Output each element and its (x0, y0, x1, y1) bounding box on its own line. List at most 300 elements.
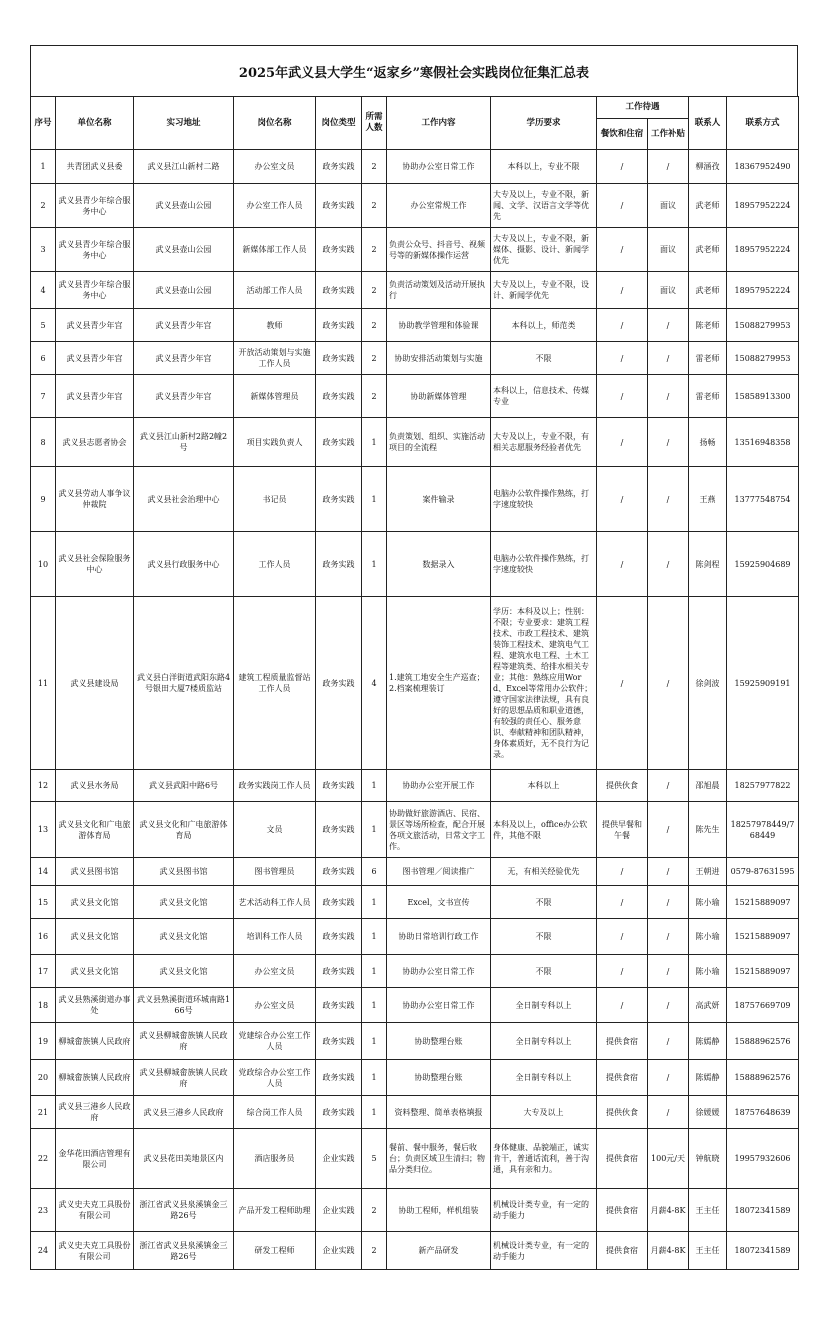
cell-content: 图书管理／阅读推广 (387, 858, 491, 886)
cell-phone: 15858913300 (727, 375, 799, 418)
cell-subsidy: 月薪4-8K (648, 1189, 689, 1232)
cell-unit: 共青团武义县委 (56, 150, 134, 184)
cell-type: 企业实践 (316, 1232, 362, 1270)
cell-count: 2 (362, 342, 387, 375)
cell-contact: 陈小瑜 (689, 919, 727, 955)
cell-seq: 5 (31, 309, 56, 342)
cell-contact: 钟航晓 (689, 1129, 727, 1189)
cell-position: 综合岗工作人员 (234, 1096, 316, 1129)
cell-food: 提供食宿 (597, 1060, 648, 1096)
cell-education: 大专及以上，专业不限，设计、新闻学优先 (491, 272, 597, 309)
table-row (31, 150, 799, 184)
header-seq: 序号 (31, 97, 56, 150)
cell-education: 大专及以上，专业不限，有相关志愿服务经验者优先 (491, 418, 597, 467)
table-row (31, 1129, 799, 1189)
cell-address: 武义县柳城畲族镇人民政府 (134, 1023, 234, 1060)
cell-position: 办公室文员 (234, 988, 316, 1023)
cell-contact: 王朝进 (689, 858, 727, 886)
cell-unit: 武义县志愿者协会 (56, 418, 134, 467)
cell-contact: 柳涵孜 (689, 150, 727, 184)
cell-phone: 18072341589 (727, 1189, 799, 1232)
positions-table (30, 96, 799, 1270)
cell-count: 2 (362, 1232, 387, 1270)
cell-count: 1 (362, 418, 387, 467)
cell-food: / (597, 919, 648, 955)
cell-address: 武义县社会治理中心 (134, 467, 234, 532)
cell-subsidy: / (648, 858, 689, 886)
cell-count: 1 (362, 467, 387, 532)
cell-count: 1 (362, 802, 387, 858)
cell-education: 不限 (491, 919, 597, 955)
cell-seq: 22 (31, 1129, 56, 1189)
table-row (31, 886, 799, 919)
cell-seq: 10 (31, 532, 56, 597)
cell-seq: 8 (31, 418, 56, 467)
cell-seq: 12 (31, 770, 56, 802)
cell-food: / (597, 532, 648, 597)
cell-phone: 15925904689 (727, 532, 799, 597)
table-row (31, 988, 799, 1023)
cell-count: 4 (362, 597, 387, 770)
cell-content: 案件输录 (387, 467, 491, 532)
table-row (31, 1096, 799, 1129)
cell-count: 1 (362, 1096, 387, 1129)
cell-food: / (597, 858, 648, 886)
cell-type: 政务实践 (316, 988, 362, 1023)
table-row (31, 597, 799, 770)
cell-seq: 7 (31, 375, 56, 418)
cell-subsidy: / (648, 955, 689, 988)
cell-content: 协助安排活动策划与实施 (387, 342, 491, 375)
header-treatment: 工作待遇 (597, 97, 689, 119)
cell-type: 政务实践 (316, 1096, 362, 1129)
cell-subsidy: 100元/天 (648, 1129, 689, 1189)
cell-subsidy: / (648, 467, 689, 532)
table-row (31, 342, 799, 375)
cell-content: 协助办公室日常工作 (387, 150, 491, 184)
cell-count: 2 (362, 309, 387, 342)
cell-education: 全日制专科以上 (491, 1023, 597, 1060)
cell-phone: 18757669709 (727, 988, 799, 1023)
cell-education: 机械设计类专业，有一定的动手能力 (491, 1232, 597, 1270)
cell-phone: 15088279953 (727, 342, 799, 375)
cell-subsidy: / (648, 988, 689, 1023)
cell-type: 政务实践 (316, 770, 362, 802)
cell-food: 提供食宿 (597, 1189, 648, 1232)
cell-address: 武义县青少年宫 (134, 342, 234, 375)
cell-food: / (597, 886, 648, 919)
cell-count: 1 (362, 919, 387, 955)
cell-seq: 16 (31, 919, 56, 955)
cell-education: 本科以上，信息技术、传媒专业 (491, 375, 597, 418)
table-row (31, 467, 799, 532)
cell-subsidy: / (648, 1060, 689, 1096)
cell-content: 餐前、餐中服务，餐后收台；负责区域卫生清扫；物品分类归位。 (387, 1129, 491, 1189)
cell-position: 书记员 (234, 467, 316, 532)
header-education: 学历要求 (491, 97, 597, 150)
cell-position: 党政综合办公室工作人员 (234, 1060, 316, 1096)
cell-seq: 6 (31, 342, 56, 375)
cell-phone: 18957952224 (727, 272, 799, 309)
cell-count: 2 (362, 184, 387, 228)
cell-phone: 13777548754 (727, 467, 799, 532)
cell-unit: 武义县文化馆 (56, 886, 134, 919)
cell-contact: 徐剑波 (689, 597, 727, 770)
cell-education: 电脑办公软件操作熟练，打字速度较快 (491, 532, 597, 597)
cell-food: 提供早餐和午餐 (597, 802, 648, 858)
cell-position: 办公室文员 (234, 150, 316, 184)
cell-contact: 陈小瑜 (689, 955, 727, 988)
cell-education: 身体健康、品貌端正，诚实肯干，普通话流利，善于沟通，具有亲和力。 (491, 1129, 597, 1189)
cell-seq: 14 (31, 858, 56, 886)
cell-education: 全日制专科以上 (491, 1060, 597, 1096)
cell-education: 大专及以上，专业不限，新媒体、摄影、设计、新闻学优先 (491, 228, 597, 272)
cell-food: / (597, 184, 648, 228)
cell-phone: 13516948358 (727, 418, 799, 467)
cell-address: 武义县文化馆 (134, 955, 234, 988)
cell-phone: 15215889097 (727, 955, 799, 988)
cell-position: 建筑工程质量监督站工作人员 (234, 597, 316, 770)
cell-phone: 15215889097 (727, 919, 799, 955)
header-unit: 单位名称 (56, 97, 134, 150)
cell-content: 协助工程师，样机组装 (387, 1189, 491, 1232)
cell-type: 政务实践 (316, 272, 362, 309)
cell-content: 协助新媒体管理 (387, 375, 491, 418)
cell-subsidy: / (648, 418, 689, 467)
cell-unit: 武义县青少年宫 (56, 375, 134, 418)
cell-food: / (597, 375, 648, 418)
cell-unit: 柳城畲族镇人民政府 (56, 1023, 134, 1060)
cell-type: 政务实践 (316, 802, 362, 858)
cell-address: 武义县壶山公园 (134, 228, 234, 272)
cell-unit: 武义县青少年综合服务中心 (56, 184, 134, 228)
cell-food: / (597, 228, 648, 272)
cell-subsidy: / (648, 150, 689, 184)
cell-contact: 王主任 (689, 1232, 727, 1270)
cell-education: 不限 (491, 886, 597, 919)
cell-address: 武义县江山新村2路2幢2号 (134, 418, 234, 467)
cell-education: 无，有相关经验优先 (491, 858, 597, 886)
header-phone: 联系方式 (727, 97, 799, 150)
cell-education: 本科及以上，office办公软件，其他不限 (491, 802, 597, 858)
cell-subsidy: / (648, 802, 689, 858)
cell-phone: 15925909191 (727, 597, 799, 770)
cell-position: 酒店服务员 (234, 1129, 316, 1189)
cell-address: 武义县白洋街道武阳东路4号银田大厦7楼质监站 (134, 597, 234, 770)
cell-address: 武义县江山新村二路 (134, 150, 234, 184)
cell-count: 1 (362, 886, 387, 919)
cell-phone: 18957952224 (727, 184, 799, 228)
cell-phone: 15088279953 (727, 309, 799, 342)
summary-sheet (30, 45, 798, 1270)
cell-contact: 武老师 (689, 184, 727, 228)
cell-subsidy: / (648, 1096, 689, 1129)
header-subsidy: 工作补贴 (648, 119, 689, 150)
cell-address: 武义县文化馆 (134, 919, 234, 955)
cell-education: 本科以上，专业不限 (491, 150, 597, 184)
header-content: 工作内容 (387, 97, 491, 150)
cell-count: 2 (362, 272, 387, 309)
cell-education: 本科以上 (491, 770, 597, 802)
cell-type: 企业实践 (316, 1189, 362, 1232)
cell-seq: 18 (31, 988, 56, 1023)
cell-unit: 武义县建设局 (56, 597, 134, 770)
cell-unit: 武义县文化和广电旅游体育局 (56, 802, 134, 858)
cell-unit: 武义史夫克工具股份有限公司 (56, 1232, 134, 1270)
cell-address: 武义县花田美地景区内 (134, 1129, 234, 1189)
cell-type: 政务实践 (316, 467, 362, 532)
cell-content: 新产品研发 (387, 1232, 491, 1270)
cell-unit: 武义县青少年宫 (56, 309, 134, 342)
table-row (31, 1189, 799, 1232)
cell-contact: 徐媛媛 (689, 1096, 727, 1129)
cell-type: 政务实践 (316, 184, 362, 228)
table-row (31, 228, 799, 272)
header-contact: 联系人 (689, 97, 727, 150)
cell-position: 办公室工作人员 (234, 184, 316, 228)
cell-food: / (597, 418, 648, 467)
cell-content: 协助办公室开展工作 (387, 770, 491, 802)
cell-contact: 陈小瑜 (689, 886, 727, 919)
cell-count: 2 (362, 1189, 387, 1232)
cell-position: 文员 (234, 802, 316, 858)
cell-position: 活动部工作人员 (234, 272, 316, 309)
cell-type: 政务实践 (316, 150, 362, 184)
cell-count: 1 (362, 770, 387, 802)
table-row (31, 858, 799, 886)
cell-food: / (597, 309, 648, 342)
cell-address: 武义县柳城畲族镇人民政府 (134, 1060, 234, 1096)
document-title: 2025年武义县大学生“返家乡”寒假社会实践岗位征集汇总表 (30, 45, 798, 96)
cell-type: 政务实践 (316, 919, 362, 955)
cell-address: 武义县文化馆 (134, 886, 234, 919)
cell-seq: 17 (31, 955, 56, 988)
cell-unit: 武义县青少年综合服务中心 (56, 228, 134, 272)
cell-unit: 武义史夫克工具股份有限公司 (56, 1189, 134, 1232)
cell-phone: 18072341589 (727, 1232, 799, 1270)
table-row (31, 770, 799, 802)
cell-position: 开放活动策划与实施工作人员 (234, 342, 316, 375)
cell-seq: 11 (31, 597, 56, 770)
cell-subsidy: / (648, 532, 689, 597)
cell-content: 数据录入 (387, 532, 491, 597)
cell-phone: 18257978449/768449 (727, 802, 799, 858)
cell-food: 提供食宿 (597, 1232, 648, 1270)
cell-count: 5 (362, 1129, 387, 1189)
cell-subsidy: / (648, 770, 689, 802)
cell-subsidy: / (648, 375, 689, 418)
cell-count: 1 (362, 988, 387, 1023)
table-row (31, 1232, 799, 1270)
cell-seq: 19 (31, 1023, 56, 1060)
cell-count: 2 (362, 375, 387, 418)
cell-phone: 0579-87631595 (727, 858, 799, 886)
table-row (31, 1023, 799, 1060)
cell-seq: 23 (31, 1189, 56, 1232)
cell-food: 提供食宿 (597, 1023, 648, 1060)
cell-subsidy: / (648, 597, 689, 770)
cell-unit: 武义县水务局 (56, 770, 134, 802)
cell-position: 培训科工作人员 (234, 919, 316, 955)
cell-unit: 武义县社会保险服务中心 (56, 532, 134, 597)
cell-subsidy: 面议 (648, 228, 689, 272)
table-row (31, 919, 799, 955)
cell-position: 政务实践岗工作人员 (234, 770, 316, 802)
cell-count: 1 (362, 955, 387, 988)
table-row (31, 532, 799, 597)
cell-type: 政务实践 (316, 597, 362, 770)
cell-food: 提供伙食 (597, 1096, 648, 1129)
table-row (31, 802, 799, 858)
cell-content: 协助日常培训行政工作 (387, 919, 491, 955)
cell-type: 政务实践 (316, 858, 362, 886)
cell-food: / (597, 342, 648, 375)
cell-contact: 陈先生 (689, 802, 727, 858)
cell-address: 浙江省武义县泉溪镇金三路26号 (134, 1232, 234, 1270)
cell-food: / (597, 150, 648, 184)
cell-position: 研发工程师 (234, 1232, 316, 1270)
cell-subsidy: / (648, 919, 689, 955)
cell-unit: 武义县熟溪街道办事处 (56, 988, 134, 1023)
table-row (31, 1060, 799, 1096)
cell-address: 武义县熟溪街道环城南路166号 (134, 988, 234, 1023)
table-row (31, 418, 799, 467)
cell-unit: 武义县三港乡人民政府 (56, 1096, 134, 1129)
cell-content: 办公室常规工作 (387, 184, 491, 228)
cell-phone: 15888962576 (727, 1060, 799, 1096)
cell-content: 协助做好旅游酒店、民宿、景区等场所检查，配合开展各项文旅活动，日常文字工作。 (387, 802, 491, 858)
cell-education: 学历：本科及以上；性别：不限；专业要求：建筑工程技术、市政工程技术、建筑装饰工程技术、建筑电气工程、建筑水电工程、土木工程等建筑类、给排水相关专业；其他：熟练应用Word、Excel等常用办公软件；遵守国家法律法规，具有良好的思想品质和职业道德，有较强的责任心、服务意识、奉献精神和团队精神，身体素质好，无不良行为记录。 (491, 597, 597, 770)
cell-seq: 4 (31, 272, 56, 309)
cell-subsidy: / (648, 342, 689, 375)
cell-address: 武义县青少年宫 (134, 375, 234, 418)
cell-seq: 3 (31, 228, 56, 272)
cell-phone: 19957932606 (727, 1129, 799, 1189)
cell-content: 负责策划、组织、实施活动项目的全流程 (387, 418, 491, 467)
cell-food: 提供伙食 (597, 770, 648, 802)
cell-education: 电脑办公软件操作熟练，打字速度较快 (491, 467, 597, 532)
cell-type: 政务实践 (316, 309, 362, 342)
cell-education: 大专及以上 (491, 1096, 597, 1129)
cell-count: 1 (362, 1023, 387, 1060)
cell-education: 全日制专科以上 (491, 988, 597, 1023)
cell-phone: 18257977822 (727, 770, 799, 802)
cell-content: 1.建筑工地安全生产巡查；2.档案梳理装订 (387, 597, 491, 770)
cell-position: 新媒体部工作人员 (234, 228, 316, 272)
header-count: 所需人数 (362, 97, 387, 150)
header-address: 实习地址 (134, 97, 234, 150)
cell-education: 不限 (491, 955, 597, 988)
cell-seq: 20 (31, 1060, 56, 1096)
cell-food: / (597, 955, 648, 988)
cell-seq: 15 (31, 886, 56, 919)
cell-contact: 陈老师 (689, 309, 727, 342)
cell-position: 办公室文员 (234, 955, 316, 988)
cell-education: 本科以上，师范类 (491, 309, 597, 342)
cell-unit: 武义县图书馆 (56, 858, 134, 886)
cell-count: 2 (362, 228, 387, 272)
cell-position: 党建综合办公室工作人员 (234, 1023, 316, 1060)
cell-subsidy: / (648, 886, 689, 919)
cell-count: 6 (362, 858, 387, 886)
cell-type: 政务实践 (316, 375, 362, 418)
cell-subsidy: / (648, 309, 689, 342)
cell-food: 提供食宿 (597, 1129, 648, 1189)
cell-food: / (597, 988, 648, 1023)
header-position: 岗位名称 (234, 97, 316, 150)
cell-content: 协助办公室日常工作 (387, 955, 491, 988)
cell-contact: 陈嫣静 (689, 1023, 727, 1060)
cell-contact: 雷老师 (689, 375, 727, 418)
cell-type: 企业实践 (316, 1129, 362, 1189)
cell-unit: 柳城畲族镇人民政府 (56, 1060, 134, 1096)
cell-address: 武义县壶山公园 (134, 184, 234, 228)
cell-contact: 武老师 (689, 272, 727, 309)
cell-seq: 13 (31, 802, 56, 858)
cell-count: 2 (362, 150, 387, 184)
cell-address: 武义县图书馆 (134, 858, 234, 886)
cell-seq: 9 (31, 467, 56, 532)
cell-type: 政务实践 (316, 418, 362, 467)
cell-unit: 武义县文化馆 (56, 955, 134, 988)
cell-phone: 18367952490 (727, 150, 799, 184)
cell-content: 负责活动策划及活动开展执行 (387, 272, 491, 309)
cell-position: 工作人员 (234, 532, 316, 597)
cell-contact: 王主任 (689, 1189, 727, 1232)
cell-contact: 雷老师 (689, 342, 727, 375)
cell-food: / (597, 597, 648, 770)
cell-type: 政务实践 (316, 228, 362, 272)
cell-position: 图书管理员 (234, 858, 316, 886)
cell-subsidy: 月薪4-8K (648, 1232, 689, 1270)
cell-unit: 武义县劳动人事争议仲裁院 (56, 467, 134, 532)
cell-type: 政务实践 (316, 532, 362, 597)
cell-type: 政务实践 (316, 342, 362, 375)
table-row (31, 375, 799, 418)
table-row (31, 272, 799, 309)
cell-content: 协助整理台账 (387, 1060, 491, 1096)
cell-subsidy: 面议 (648, 272, 689, 309)
cell-subsidy: 面议 (648, 184, 689, 228)
cell-type: 政务实践 (316, 955, 362, 988)
cell-seq: 1 (31, 150, 56, 184)
header-type: 岗位类型 (316, 97, 362, 150)
cell-content: 资料整理、简单表格填报 (387, 1096, 491, 1129)
cell-food: / (597, 467, 648, 532)
cell-education: 大专及以上，专业不限，新闻、文学、汉语言文学等优先 (491, 184, 597, 228)
cell-education: 机械设计类专业，有一定的动手能力 (491, 1189, 597, 1232)
cell-type: 政务实践 (316, 1023, 362, 1060)
cell-unit: 武义县青少年宫 (56, 342, 134, 375)
cell-phone: 15215889097 (727, 886, 799, 919)
cell-contact: 王燕 (689, 467, 727, 532)
cell-address: 武义县文化和广电旅游体育局 (134, 802, 234, 858)
cell-address: 浙江省武义县泉溪镇金三路26号 (134, 1189, 234, 1232)
cell-position: 教师 (234, 309, 316, 342)
cell-type: 政务实践 (316, 886, 362, 919)
cell-seq: 21 (31, 1096, 56, 1129)
cell-contact: 扬畅 (689, 418, 727, 467)
header-food: 餐饮和住宿 (597, 119, 648, 150)
cell-phone: 18957952224 (727, 228, 799, 272)
cell-position: 产品开发工程师助理 (234, 1189, 316, 1232)
cell-count: 1 (362, 532, 387, 597)
cell-subsidy: / (648, 1023, 689, 1060)
table-row (31, 955, 799, 988)
cell-address: 武义县青少年宫 (134, 309, 234, 342)
cell-contact: 邵旭晨 (689, 770, 727, 802)
cell-content: 协助整理台账 (387, 1023, 491, 1060)
